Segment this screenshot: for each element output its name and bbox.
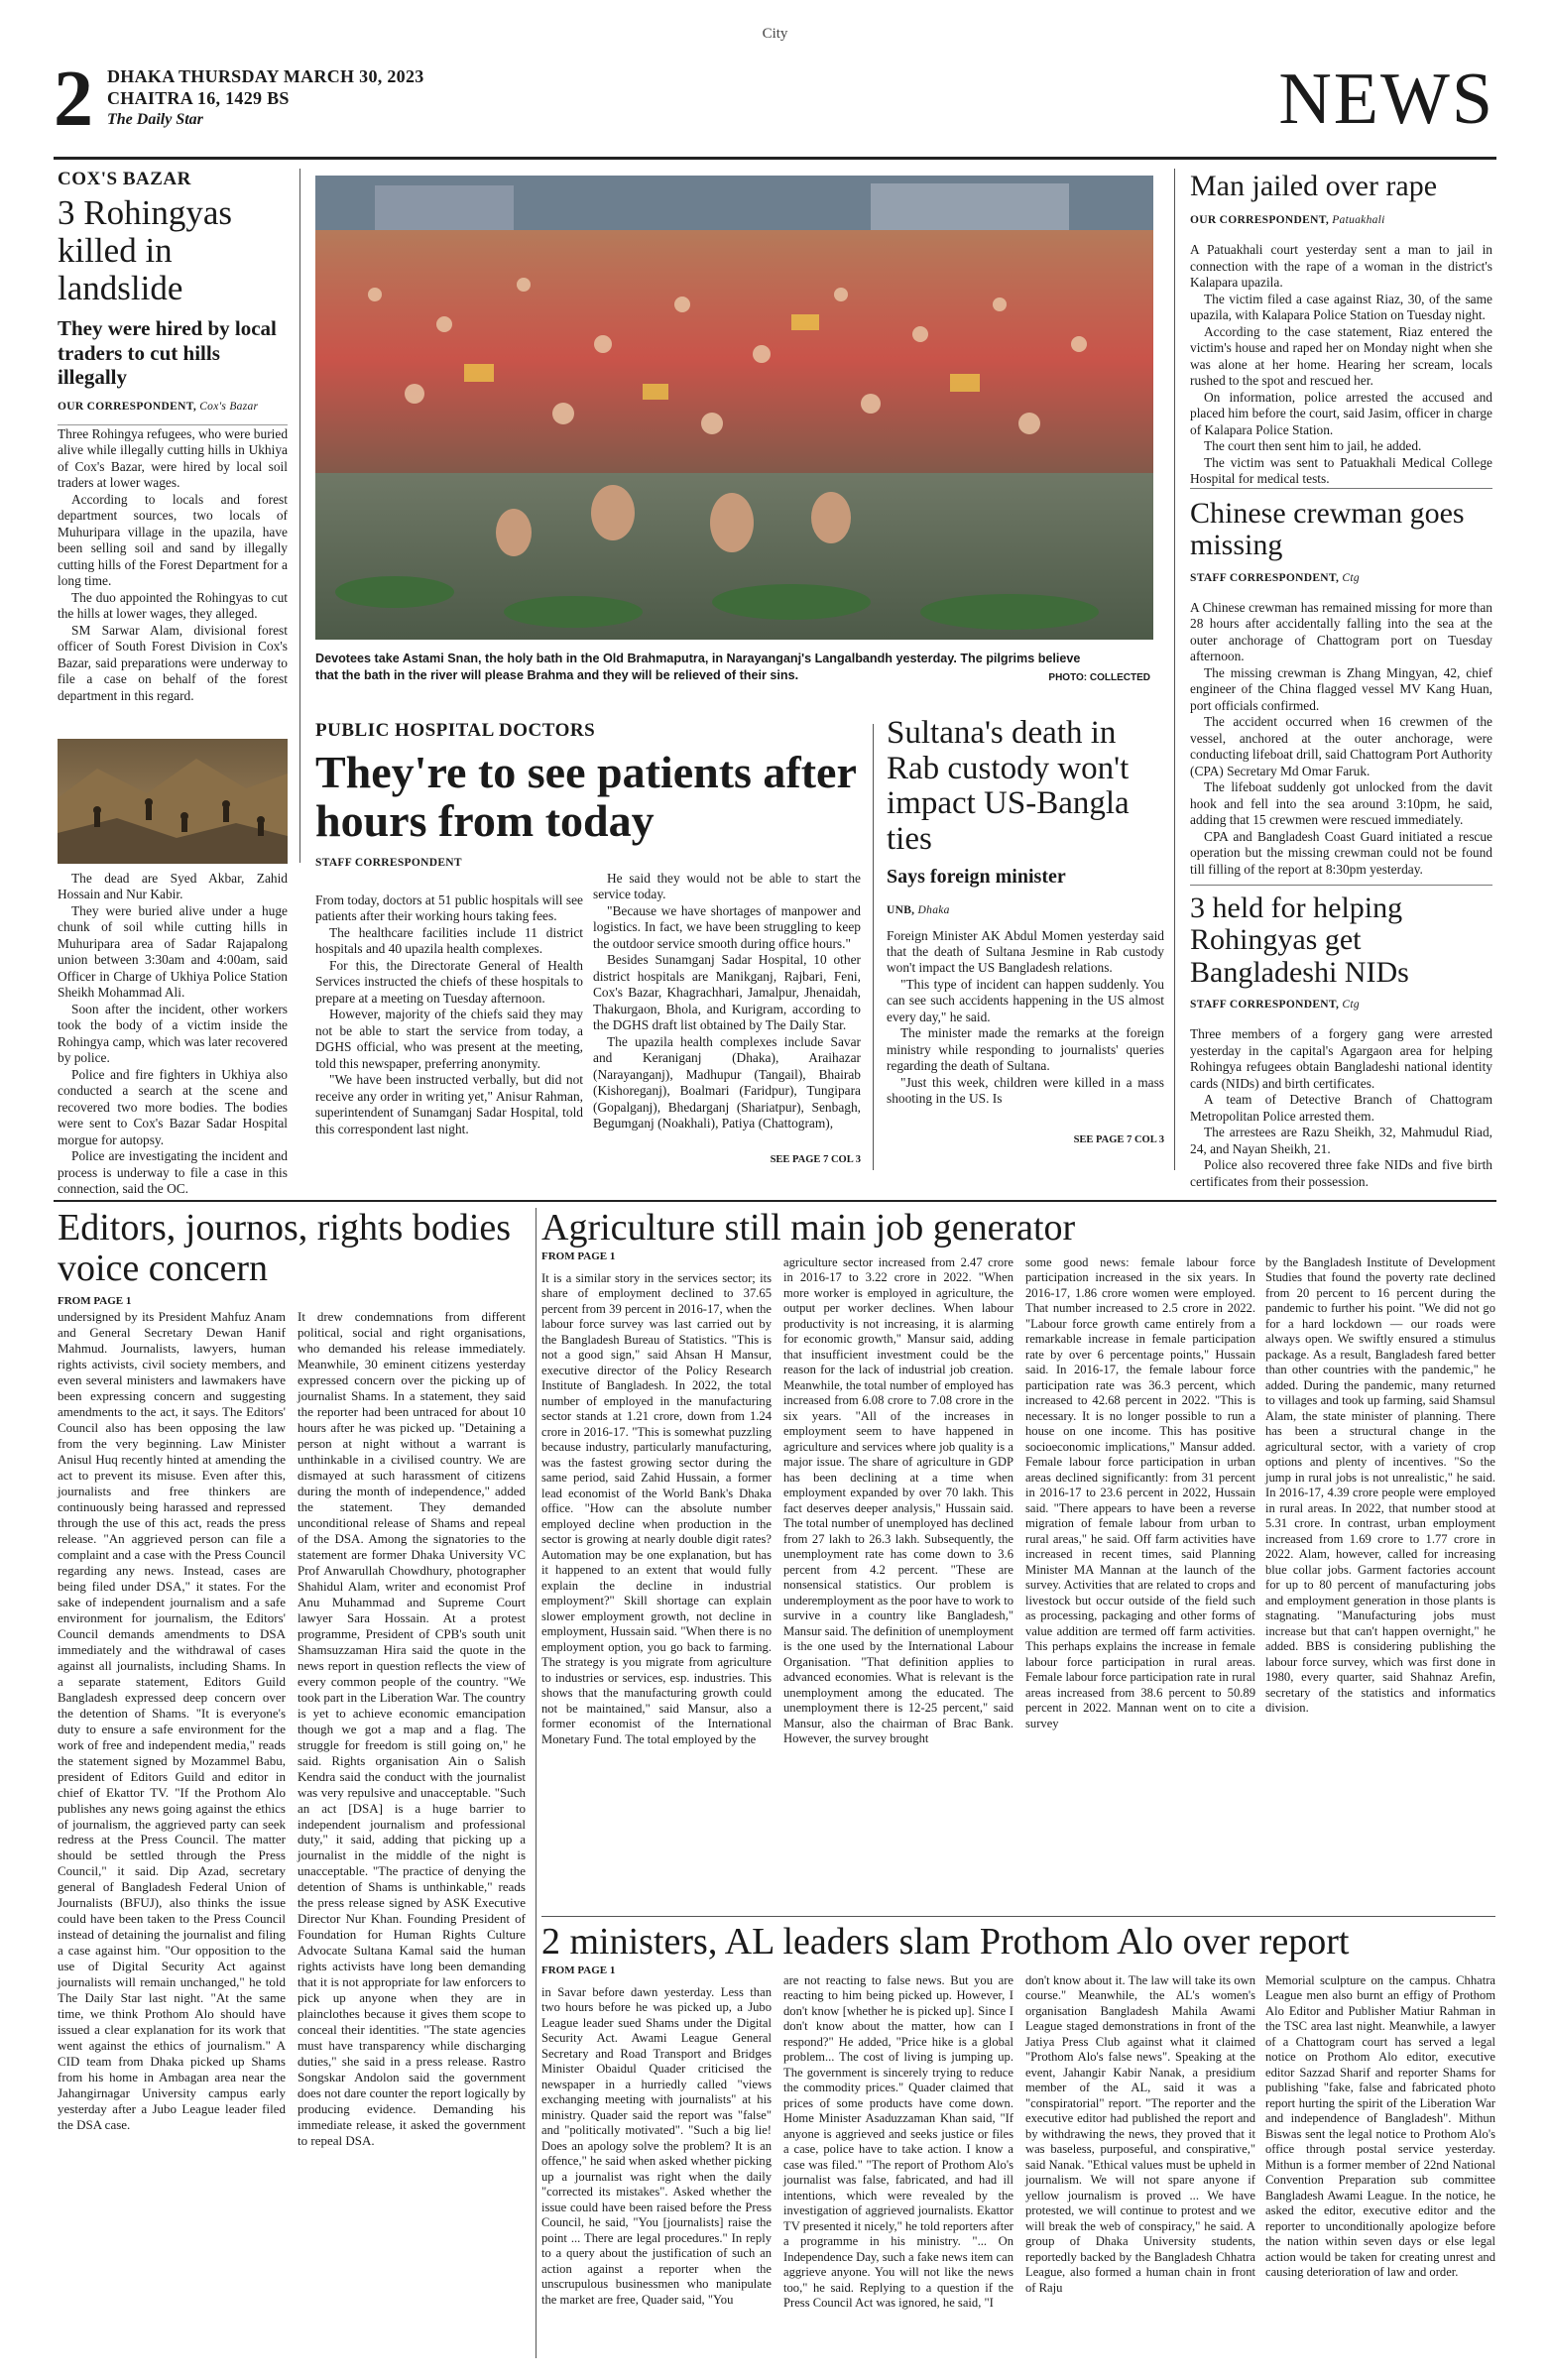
column-rule <box>1174 169 1175 1170</box>
story-kicker: COX'S BAZAR <box>58 169 191 189</box>
byline-rule <box>58 424 288 425</box>
story-kicker: PUBLIC HOSPITAL DOCTORS <box>315 720 596 741</box>
hospital-story <box>315 720 861 869</box>
headline: Chinese crewman goes missing <box>1190 497 1465 562</box>
subhead: Says foreign minister <box>887 865 1066 888</box>
landslide-photo <box>58 739 288 864</box>
sultana-story <box>887 716 1164 1145</box>
photo-caption: Devotees take Astami Snan, the holy bath in the Old Brahmaputra, in Narayanganj's Langalbandh yesterday. The pilgrims believe that the bath in the river will please Brahma and they will be relieved of their sins. <box>315 652 1081 682</box>
agriculture-story <box>541 1208 1493 1262</box>
story-body: Three members of a forgery gang were arrested yesterday in the capital's Agargaon area for helping Rohingya refugees obtain Bangladeshi national identity cards (NIDs) and birth certificates. A team of Detective Branch of Chattogram Metropolitan Police arrested them. The arrestees are Razu Sheikh, 32, Mahmudul Riad, 24, and Nayan Sheikh, 21. Police also recovered three fake NIDs and five birth certificates from their possession. <box>1190 1026 1492 1189</box>
byline: OUR CORRESPONDENT, Patuakhali <box>1190 214 1385 227</box>
headline: Sultana's death in Rab custody won't impact US-Bangla ties <box>887 715 1130 857</box>
section-title: NEWS <box>1278 59 1494 140</box>
story-divider <box>541 1916 1495 1917</box>
section-divider <box>54 1200 1496 1202</box>
brand-logo: The Daily Star <box>107 111 203 128</box>
column-rule <box>299 169 300 863</box>
agriculture-col1: It is a similar story in the services sector; its share of employment declined to 37.65 percent from 39 percent in 2016-17, when the labour force survey was last carried out by the Bangladesh Bureau of Statistics. "This is not a good sign," said Ahsan H Mansur, executive director of the Policy Research Institute of Bangladesh. In 2022, the total number of employed in the manufacturing sector stands at 1.21 crore, down from 1.24 crore in 2016-17. "This is somewhat puzzling because industry, particularly manufacturing, was the fastest growing sector during the same period, said Zahid Hussain, a former lead economist of the World Bank's Dhaka office. "How can the absolute number employed decline when production in the sector is growing at nearly double digit rates? Automation may be one explanation, but has it happened to an extent that would fully explain the decline in industrial employment?" Skill shortage can explain slower employment growth, not decline in employment, Hussain said. "When there is no employment option, you go back to farming. The strategy is you migrate from agriculture to industries or services, esp. industries. This shows that the manufacturing growth could not be maintained," said Mansur, also a former economist of the International Monetary Fund. The total employed by the <box>541 1271 772 1746</box>
agriculture-col3: some good news: female labour force participation increased in the six years. In 2016-17, 1.86 crore women were employed. That number increased to 2.5 crore in 2022. "Labour force growth came entirely from a remarkable increase in female participation rate by over 6 percentage points," Hussain said. In 2016-17, the female labour force participation rate was 36.3 percent, which increased to 42.68 percent in 2022. "This is necessary. It is no longer possible to run a house on one income. This has positive socioeconomic implications," Mansur added. Female labour force participation in urban areas declined significantly: from 31 percent in 2016-17 to 23.6 percent in 2022, Hussain said. "There appears to have been a reverse migration of female labour from urban to rural areas," he said. Off farm activities have increased in recent times, said Planning Minister MA Mannan at the launch of the survey. Activities that are related to crops and livestock but occur outside of the field such as processing, packaging and other forms of value addition are termed off farm activities. This perhaps explains the increase in female labour force participation in rural areas. Female labour force participation rate in rural areas increased from 38.6 percent to 50.89 percent in 2022. Mannan went on to cite a survey <box>1025 1255 1255 1730</box>
headline: Agriculture still main job generator <box>541 1207 1076 1249</box>
story-body: A Patuakhali court yesterday sent a man to jail in connection with the rape of a woman in the district's Kalapara upazila. The victim filed a case against Riaz, 30, of the same upazila, with Kalapara Police Station on Tuesday night. According to the case statement, Riaz entered the victim's house and raped her on Monday night when she was alone at her home. Hearing her scream, locals rushed to the spot and rescued her. On information, police arrested the accused and placed him before the court, said Jasim, officer in charge of Kalapara Police Station. The court then sent him to jail, he added. The victim was sent to Patuakhali Medical College Hospital for medical tests. <box>1190 242 1492 487</box>
story-body: Foreign Minister AK Abdul Momen yesterday said that the death of Sultana Jesmine in Rab custody won't impact the US Bangladesh relations. "This type of incident can happen suddenly. You can see such accidents happening in the US almost every day," he said. The minister made the remarks at the foreign ministry while responding to journalists' queries regarding the death of Sultana. "Just this week, children were killed in a mass shooting in the US. Is <box>887 927 1164 1107</box>
hospital-body-col2: He said they would not be able to start the service today. "Because we have shortages of manpower and logistics. In fact, we have been struggling to keep the outdoor service smooth during office hours." Besides Sunamganj Sadar Hospital, 10 other district hospitals are Manikganj, Rajbari, Feni, Cox's Bazar, Khagrachhari, Jamalpur, Jhenaidah, Thakurgaon, Bhola, and Kurigram, according to the DGHS draft list obtained by The Daily Star. The upazila health complexes include Savar and Keraniganj (Dhaka), Araihazar (Narayanganj), Madhupur (Tangail), Bhairab (Kishoreganj), Boalmari (Faridpur), Tungipara (Gopalganj), Bhedarganj (Shariatpur), Senbagh, Begumganj (Noakhali), Patiya (Chattogram), <box>593 871 861 1131</box>
dateline-bangla: CHAITRA 16, 1429 BS <box>107 88 290 108</box>
page-number: 2 <box>54 56 93 143</box>
byline: STAFF CORRESPONDENT, Ctg <box>1190 999 1360 1012</box>
editors-col2: It drew condemnations from different political, social and right organisations, who demanded his release immediately. Meanwhile, 30 eminent citizens yesterday expressed concern over the picking up of journalist Shams. In a statement, they said the reporter had been untraced for about 10 hours after he was picked up. "Detaining a person at night without a warrant is unthinkable in a civilised country. We are dismayed at such harassment of citizens during the month of independence," added the statement. They demanded unconditional release of Shams and repeal of the DSA. Among the signatories to the statement are former Dhaka University VC Prof Anwarullah Chowdhury, photographer Shahidul Alam, writer and economist Prof Anu Muhammad and Supreme Court lawyer Sara Hossain. At a protest programme, President of CPB's south unit Shamsuzzaman Hira said the quote in the news report in question reflects the view of every common people of the country. "We took part in the Liberation War. The country is yet to achieve economic emancipation though we got a map and a flag. The struggle for freedom is still going on," he said. Rights organisation Ain o Salish Kendra said the conduct with the journalist was very repulsive and unacceptable. "Such an act [DSA] is a huge barrier to independent journalism and professional duty," it said, adding that picking up a journalist in the middle of the night is unacceptable. "The practice of denying the detention of Shams is unthinkable," reads the press release signed by ASK Executive Director Nur Khan. Founding President of Foundation for Human Rights Culture Advocate Sultana Kamal said the human rights activists have long been demanding that it is not appropriate for law enforcers to pick up anyone when they are in plainclothes because it gives them scope to conceal their identities. "The state agencies must have transparency while discharging duties," she said in a press release. Rastro Songskar Andolon said the government does not dare counter the report logically by producing evidence. Demanding his immediate release, it asked the government to repeal DSA. <box>298 1309 526 2149</box>
story-divider <box>1190 885 1492 886</box>
prothom-col2: are not reacting to false news. But you are reacting to him being picked up. However, I don't know [whether he is picked up]. Since I don't know about the matter, how can I respond?" He added, "Price hike is a global problem... The cost of living is jumping up. The government is sincerely trying to reduce the commodity prices." Quader claimed that prices of some products have come down. Home Minister Asaduzzaman Khan said, "If anyone is aggrieved and seeks justice or files a case, police have to take action. I know a case was filed." "The report of Prothom Alo's journalist was false, fabricated, and had ill intentions, which were revealed by the investigation of aggrieved journalists. Ekattor TV presented it nicely," he told reporters after a programme in his ministry. "... On Independence Day, such a fake news item can aggrieve anyone. You will not like the news too," he said. Replying to a question if the Press Council Act was ignored, he said, "I <box>783 1973 1013 2311</box>
dateline <box>107 65 424 109</box>
column-rule <box>536 1208 537 2358</box>
editors-col1: undersigned by its President Mahfuz Anam and General Secretary Dewan Hanif Mahmud. Journalists, lawyers, human rights activists, civil society members, and even several ministers and lawmakers have been expressing concern and suggesting amendments to the act, it says. The Editors' Council also has been opposing the law from the very beginning. Law Minister Anisul Huq recently hinted at amending the act to prevent its misuse. Even after this, journalists and free thinkers are continuously being harassed and repressed through the use of this act, reads the press release. "An aggrieved person can file a complaint and a case with the Press Council regarding any news. Instead, cases are being filed under DSA," it states. For the sake of independent journalism and a safe environment for journalism, the Editors' Council demands amendments to DSA immediately and the withdrawal of cases against all journalists, including Shams. In a separate statement, Editors Guild Bangladesh expressed deep concern over the detention of Shams. "It is everyone's duty to ensure a safe environment for the work of free and independent media," reads the statement signed by Mozammel Babu, president of Editors Guild and editor in chief of Ekattor TV. "If the Prothom Alo publishes any news going against the ethics of journalism, the aggrieved party can seek redress at the Press Council. The matter should be settled through the Press Council," it said. Dip Azad, secretary general of Bangladesh Federal Union of Journalists (BFUJ), also thinks the issue could have been taken to the Press Council instead of detaining the journalist and filing a case against him. "Our opposition to the use of Digital Security Act against journalists will remain unchanged," he told The Daily Star last night. "At the same time, we think Prothom Alo should have issued a clear explanation for its work that went against the ethics of journalism." A CID team from Dhaka picked up Shams from his home in Ambagan area near the Jahangirnagar University campus early yesterday after a Jubo League leader filed the DSA case. <box>58 1309 286 2133</box>
page-kicker: City <box>762 26 788 42</box>
subhead: They were hired by local traders to cut hills illegally <box>58 316 277 389</box>
prothom-col4: Memorial sculpture on the campus. Chhatra League men also burnt an effigy of Prothom Alo Editor and Publisher Matiur Rahman in the TSC area last night. Meanwhile, a lawyer of a Chattogram court has served a legal notice on Prothom Alo editor, executive editor Sazzad Sharif and reporter Shams for publishing "fake, false and fabricated photo report hurting the spirit of the Liberation War and independence of Bangladesh". Mithun Biswas sent the legal notice to Prothom Alo's office through postal service yesterday. Mithun is a former member of 22nd National Convention Preparation sub committee Bangladesh Awami League. In the notice, he asked the editor, executive editor and the reporter to unconditionally apologize before the nation within seven days or else legal action would be taken for creating unrest and causing deterioration of law and order. <box>1265 1973 1495 2280</box>
rohingya-story <box>58 169 288 744</box>
dateline-gregorian: DHAKA THURSDAY MARCH 30, 2023 <box>107 66 424 86</box>
from-page: FROM PAGE 1 <box>541 1964 616 1977</box>
from-page: FROM PAGE 1 <box>541 1250 616 1263</box>
agriculture-col4: by the Bangladesh Institute of Development Studies that found the poverty rate declined from 20 percent to 16 percent during the pandemic to further his point. "We did not go for a hard lockdown — our roads were always open. We swiftly ensured a stimulus package. As a result, Bangladesh fared better than other countries with the pandemic," he added. During the pandemic, many returned to villages and took up farming, said Shamsul Alam, the state minister of planning. There has been a structural change in the agricultural sector, with a variety of crop options and plenty of incentives. "So the jump in rural jobs is not unrealistic," he said. In 2016-17, 4.39 crore people were employed in rural areas. In 2022, that number stood at 5.31 crore. In contrast, urban employment increased from 1.69 crore to 1.77 crore in 2022. Alam, however, called for increasing blue collar jobs. Garment factories account for up to 80 percent of manufacturing jobs and employment generation in those plants is stagnating. "Manufacturing jobs must increase but that can't happen overnight," he added. BBS is considering publishing the labour force survey, which was first done in 1980, every quarter, said Shahnaz Arefin, secretary of the statistics and informatics division. <box>1265 1255 1495 1716</box>
river-bath-photo <box>315 176 1153 640</box>
nids-story <box>1190 892 1492 1189</box>
story-body: Three Rohingya refugees, who were buried alive while illegally cutting hills in Ukhiya of Cox's Bazar, were hired by local soil traders at lower wages. According to locals and forest department sources, two locals of Muhuripara village in the upazila, have been selling soil and sand by illegally cutting hills of the Forest Department for a long time. The duo appointed the Rohingyas to cut the hills at lower wages, they alleged. SM Sarwar Alam, divisional forest officer of South Forest Division in Cox's Bazar, said preparations were underway to file a case on behalf of the forest department in this regard. <box>58 425 289 703</box>
byline: OUR CORRESPONDENT, Cox's Bazar <box>58 400 259 413</box>
editors-story <box>58 1208 524 1307</box>
byline: STAFF CORRESPONDENT <box>315 857 462 870</box>
headline: Man jailed over rape <box>1190 170 1438 202</box>
column-rule <box>873 724 874 1170</box>
prothom-alo-story <box>541 1922 1493 1976</box>
headline: 3 Rohingyas killed in landslide <box>58 193 232 307</box>
agriculture-col2: agriculture sector increased from 2.47 crore in 2016-17 to 3.22 crore in 2022. "When more worker is employed in agriculture, the output per worker declines. When labour productivity is not increasing, it is alarming for economic growth," Mansur said, adding that insufficient investment could be the reason for the lack of industrial job creation. Meanwhile, the total number of employed has increased from 6.08 crore to 7.08 crore in the six years. "All of the increases in employment seem to have happened in agriculture and services where job quality is a major issue. The share of agriculture in GDP has been declining at a time when employment expanded by over 70 lakh. This fact deserves deeper analysis," Hussain said. The total number of unemployed has declined from 27 lakh to 26.3 lakh. Subsequently, the unemployment rate has come down to 3.6 percent from 4.2 percent. "These are nonsensical statistics. Our problem is underemployment as the poor have to work to survive in a country like Bangladesh," Mansur said. The definition of unemployment is the one used by the International Labour Organisation. "That definition applies to advanced economies. What is relevant is the unemployment among the educated. The unemployment there is 12-25 percent," said Mansur, also the chairman of Brac Bank. However, the survey brought <box>783 1255 1014 1746</box>
byline: UNB, Dhaka <box>887 903 950 916</box>
headline: 3 held for helping Rohingyas get Bangladeshi NIDs <box>1190 892 1409 989</box>
crewman-story <box>1190 498 1492 893</box>
continuation-jump: SEE PAGE 7 COL 3 <box>770 1154 861 1165</box>
masthead-rule <box>54 157 1496 160</box>
jailed-story <box>1190 171 1492 492</box>
headline: Editors, journos, rights bodies voice concern <box>58 1207 512 1290</box>
byline: STAFF CORRESPONDENT, Ctg <box>1190 571 1360 584</box>
prothom-col3: don't know about it. The law will take its own course." Meanwhile, the AL's women's organisation Bangladesh Mahila Awami League staged demonstrations in front of the Jatiya Press Club against what it claimed "Prothom Alo's false news". Speaking at the event, Jahangir Kabir Nanak, a presidium member of the AL, said it was a "conspiratorial" report. "The reporter and the executive editor had published the report and by withdrawing the news, they proved that it was baseless, purposeful, and conspirative," said Nanak. "Ethical values must be upheld in journalism. We will not spare anyone if yellow journalism is proved ... We have protested, we will continue to protest and we will break the web of conspiracy," he said. A group of Dhaka University students, reportedly backed by the Bangladesh Chhatra League, also formed a human chain in front of Raju <box>1025 1973 1255 2295</box>
prothom-col1: in Savar before dawn yesterday. Less than two hours before he was picked up, a Jubo League leader sued Shams under the Digital Security Act. Awami League General Secretary and Road Transport and Bridges Minister Obaidul Quader criticised the newspaper in a hurriedly called "views exchanging meeting with journalists" at his ministry. Quader said the report was "false" and "politically motivated". "Such a big lie! Does an apology solve the problem? It is an offence," he said when asked whether picking up a journalist was right when the daily "corrected its mistakes". Asked whether the issue could have been raised before the Press Council, he said, "You [journalists] raise the point ... There are legal procedures." In reply to a query about the justification of such an action against a reporter when the unscrupulous businessmen who manipulate the market are free, Quader said, "You <box>541 1985 772 2307</box>
photo-credit: PHOTO: COLLECTED <box>1048 672 1150 683</box>
headline: 2 ministers, AL leaders slam Prothom Alo over report <box>541 1921 1350 1963</box>
rohingya-body-continued: The dead are Syed Akbar, Zahid Hossain and Nur Kabir. They were buried alive under a huge chunk of soil while cutting hills in Muhuripara area of Sadar Rajapalong union between 3:30am and 4:00am, said Officer in Charge of Ukhiya Police Station Sheikh Mohammad Ali. Soon after the incident, other workers took the body of a victim inside the Rohingya camp, which was later recovered by police. Police and fire fighters in Ukhiya also conducted a search at the scene and recovered two more bodies. The bodies were sent to Cox's Bazar Sadar Hospital morgue for autopsy. Police are investigating the incident and process is underway to file a case in this connection, said the OC. <box>58 871 288 1197</box>
from-page: FROM PAGE 1 <box>58 1295 132 1308</box>
story-body: A Chinese crewman has remained missing for more than 28 hours after accidentally falling into the sea at the outer anchorage of Chattogram port on Tuesday afternoon. The missing crewman is Zhang Mingyan, 42, chief engineer of the China flagged vessel MV Kang Huan, port officials confirmed. The accident occurred when 16 crewmen of the vessel, anchored at the outer anchorage, were conducting lifeboat drill, said Chattogram Port Authority (CPA) Secretary Md Omar Faruk. The lifeboat suddenly got unlocked from the davit hook and fell into the sea around 3:10pm, he said, adding that 15 crewmen were rescued immediately. CPA and Bangladesh Coast Guard initiated a rescue operation but the missing crewman could not be found till filling of the report at 8:30pm yesterday. <box>1190 599 1492 877</box>
continuation-jump: SEE PAGE 7 COL 3 <box>1073 1133 1164 1145</box>
story-divider <box>1190 488 1492 489</box>
headline: They're to see patients after hours from today <box>315 747 857 847</box>
hospital-body-col1: From today, doctors at 51 public hospitals will see patients after their working hours taking fees. The healthcare facilities include 11 district hospitals and 40 upazila health complexes. For this, the Directorate General of Health Services instructed the chiefs of these hospitals to prepare at a meeting on Tuesday afternoon. However, majority of the chiefs said they may not be able to start the service from today, a DGHS official, who was present at the meeting, told this newspaper, preferring anonymity. "We have been instructed verbally, but did not receive any order in writing yet," Anisur Rahman, superintendent of Sunamganj Sadar Hospital, told this correspondent last night. <box>315 892 583 1136</box>
